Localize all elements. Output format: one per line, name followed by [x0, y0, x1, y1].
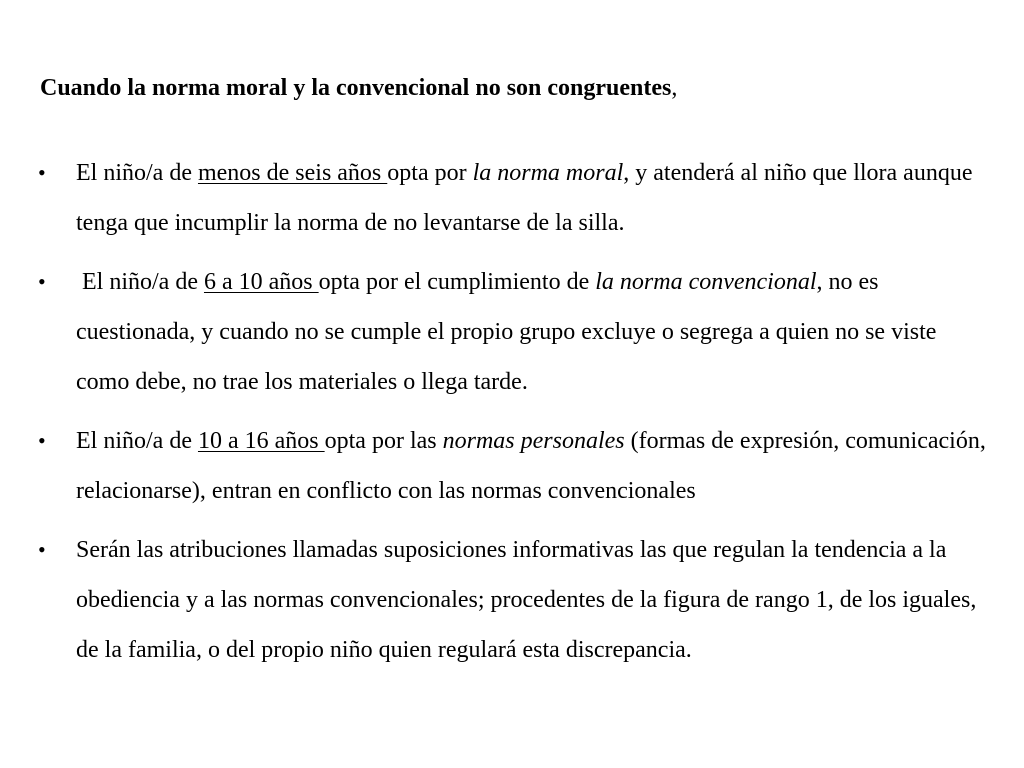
bullet-text-part: El niño/a de: [76, 269, 204, 295]
bullet-text-part: (formas de expresión, comunicación, relacionarse), entran en conflicto con las normas convencionales: [76, 428, 986, 504]
bullet-marker: •: [38, 428, 46, 453]
bullet-text-part: , no es cuestionada, y cuando no se cumple el propio grupo excluye o segrega a quien no se viste como debe, no trae los materiales o llega tarde.: [76, 269, 937, 395]
age-range-underlined: menos de seis años: [197, 160, 388, 186]
bullet-text: Serán las atribuciones llamadas suposiciones informativas las que regulan la tendencia a la obediencia y a las normas convencionales; procedentes de la figura de rango 1, de los iguales, de la familia, o del propio niño quien regulará esta discrepancia.: [76, 537, 977, 663]
bullet-text-part: , y atenderá al niño que llora aunque tenga que incumplir la norma de no levantarse de la silla.: [76, 160, 973, 236]
bullet-list: [0, 148, 1024, 684]
bullet-marker: •: [38, 537, 46, 562]
norm-type-italic: la norma convencional: [595, 269, 817, 295]
bullet-text-part: opta por las: [324, 428, 443, 454]
bullet-text-part: opta por: [387, 160, 473, 186]
bullet-item-under-six: [0, 148, 991, 248]
bullet-item-attributions: [0, 525, 991, 675]
bullet-marker: •: [38, 269, 46, 294]
norm-type-italic: la norma moral: [472, 160, 624, 186]
bullet-text-part: opta por el cumplimiento de: [318, 269, 596, 295]
norm-type-italic: normas personales: [442, 428, 625, 454]
bullet-text-part: El niño/a de: [76, 428, 198, 454]
bullet-item-ten-to-sixteen: [0, 416, 991, 516]
bullet-text-part: El niño/a de: [76, 160, 198, 186]
bullet-item-six-to-ten: [0, 257, 991, 407]
age-range-underlined: 10 a 16 años: [197, 428, 325, 454]
slide-heading: [40, 70, 1000, 106]
heading-bold-text: Cuando la norma moral y la convencional no son congruentes: [40, 75, 672, 101]
heading-trailing-comma: ,: [671, 75, 678, 101]
bullet-marker: •: [38, 160, 46, 185]
age-range-underlined: 6 a 10 años: [203, 269, 319, 295]
